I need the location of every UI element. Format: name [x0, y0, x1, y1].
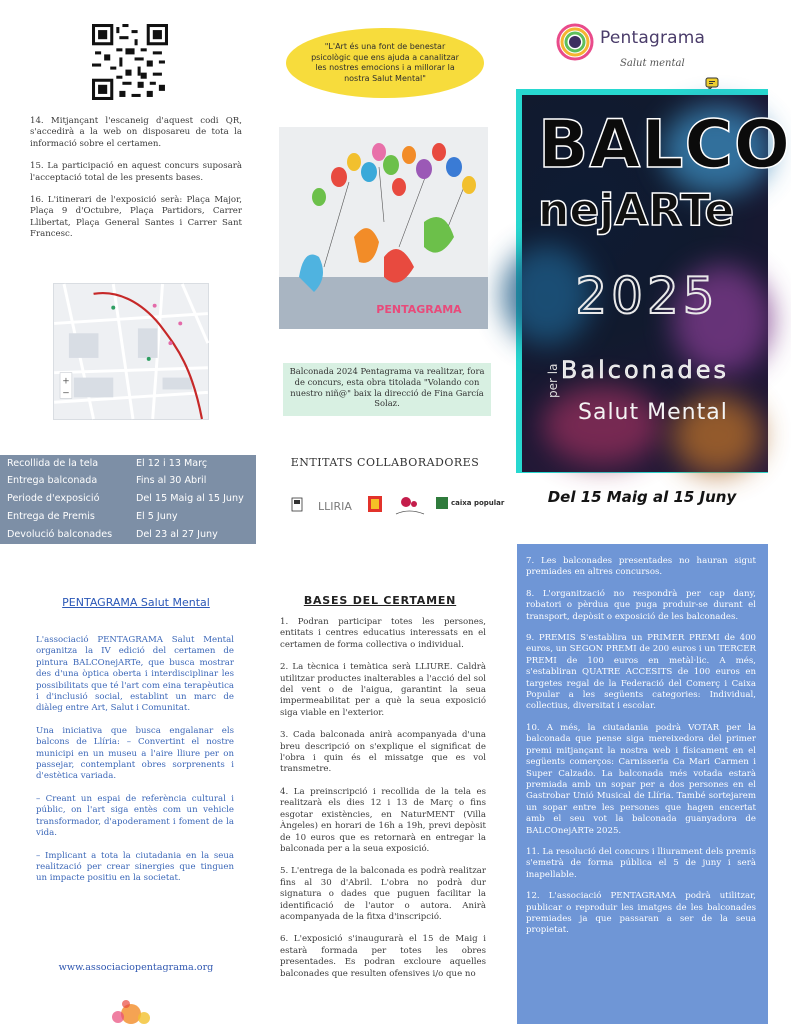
svg-text:−: −: [62, 388, 70, 399]
logo-title: Pentagrama: [600, 28, 706, 48]
poster-year: 2025: [575, 267, 719, 325]
list-item: 12. L'associació PENTAGRAMA podrà utilitzar, publicar o reproduir les imatges de les balconades premiades ja que passaran a ser de la seua propietat.: [526, 891, 756, 936]
list-item: 1. Podran participar totes les persones, entitats i centres educatius interessats en el certamen de forma collectiva o individual.: [280, 617, 486, 650]
qr-code[interactable]: [92, 24, 168, 100]
schedule-value: Del 23 al 27 Juny: [136, 529, 218, 540]
schedule-label: Periode d'exposició: [7, 493, 100, 504]
painting-label: PENTAGRAMA: [376, 303, 462, 316]
schedule-table: [0, 455, 256, 544]
list-item: 15. La participació en aquest concurs suposarà l'acceptació total de les presents bases.: [30, 161, 242, 183]
bases-list: [280, 617, 486, 991]
paragraph: Una iniciativa que busca engalanar els balcons de Llíria: – Convertint el nostre municipi en un museu a l'aire lliure per on passejar, contemplant obres sorprenents i d'estètica variada.: [36, 725, 234, 782]
list-item: 16. L'itinerari de l'exposició serà: Plaça Major, Plaça 9 d'Octubre, Plaça Partidors, Carrer Llibertat, Plaça General Santes i Carrer Sant Francesc.: [30, 195, 242, 240]
pentagrama-section-title[interactable]: PENTAGRAMA Salut Mental: [62, 596, 210, 609]
schedule-value: El 5 Juny: [136, 511, 178, 522]
list-item: 7. Les balconades presentades no hauran sigut premiades en altres concursos.: [526, 556, 756, 578]
list-item: 5. L'entrega de la balconada es podrà realitzar fins al 30 d'Abril. L'obra no podrà dur signatura o dades que puguen facilitar la identificació de l'autor o autora. Anirà acompanyada de la fitxa d'inscripció.: [280, 866, 486, 922]
list-item: 14. Mitjançant l'escaneig d'aquest codi QR, s'accedirà a la web on disposareu de tota la informació sobre el certamen.: [30, 116, 242, 149]
sponsor-lliria: LLIRIA: [318, 500, 352, 513]
table-row: [0, 490, 256, 508]
poster-title-nejarte: nejARTe: [538, 185, 735, 236]
poster-balconades: Balconades: [560, 356, 730, 384]
svg-text:+: +: [62, 376, 70, 387]
list-item: 4. La preinscripció i recollida de la tela es realitzarà els dies 12 i 13 de Març o fins esgotar existències, en NaturMENT (Villa Àngeles) en horari de 16h a 19h, previ depòsit de 10 euros que es retornarà en entregar la balconada per a la seua exposició.: [280, 786, 486, 854]
schedule-value: El 12 i 13 Març: [136, 458, 208, 469]
list-item: 10. A més, la ciutadania podrà VOTAR per la balconada que pense siga mereixedora del primer premi mitjançant la nostra web i físicament en el següents comerços: Carnisseria Ca Mari Carmen i Super Calzado. La balconada més votada estarà premiada amb un sopar per a dos persones en el Gastrobar Unió Musical de Llíria. També sortejarem un sopar entre les persones que hagen encertat amb el seu vot la balconada guanyadora de BALCOnejARTe 2025.: [526, 722, 756, 836]
schedule-label: Recollida de la tela: [7, 458, 99, 469]
schedule-label: Entrega de Premis: [7, 511, 95, 522]
bases-title: BASES DEL CERTAMEN: [303, 594, 457, 607]
sponsor-caixa: caixa popular: [451, 499, 505, 507]
website-link[interactable]: www.associaciopentagrama.org: [58, 962, 214, 973]
list-item: 2. La tècnica i temàtica serà LLIURE. Caldrà utilitzar productes inalterables a l'acció del sol del vent o de l'aigua, garantint la seua impermeabilitat per a què la seua exposició siga viable en l'exterior.: [280, 662, 486, 718]
paint-splash-icon: [96, 992, 166, 1024]
poster-salut-mental: Salut Mental: [578, 400, 728, 425]
table-row: [0, 472, 256, 490]
paragraph: L'associació PENTAGRAMA Salut Mental organitza la IV edició del certamen de pintura BALCOnejARTe, que busca mostrar des d'una òptica oberta i interdisciplinar les possibilitats que té l'art com eina terapèutica i d'inclusió social, establint un marc de diàleg entre Art, Salut i Comunitat.: [36, 635, 234, 714]
dates-range: Del 15 Maig al 15 Juny: [547, 488, 737, 506]
collaborators-title: ENTITATS COLLABORADORES: [290, 456, 480, 469]
paragraph: – Implicant a tota la ciutadania en la seua realització per crear sinergies que tinguen un impacte positiu en la societat.: [36, 850, 234, 884]
list-item: 6. L'exposició s'inaugurarà el 15 de Maig i estarà formada per totes les obres presentades. Es podran excloure aquelles balconades que resulten ofensives i/o que no: [280, 934, 486, 979]
balloon-painting: [279, 127, 488, 329]
left-numbered-items: [30, 116, 242, 252]
list-item: 11. La resolució del concurs i lliurament dels premis s'emetrà de forma pública el 5 de juny i serà inapellable.: [526, 846, 756, 880]
pentagrama-logo-icon: [553, 22, 597, 62]
poster-per-la: per la: [546, 363, 560, 398]
schedule-label: Entrega balconada: [7, 475, 98, 486]
blue-rules-list: [526, 556, 756, 947]
route-map[interactable]: [53, 283, 209, 420]
list-item: 9. PREMIS S'establira un PRIMER PREMI de 400 euros, un SEGON PREMI de 200 euros i un TERCER PREMI de 100 euros en metàl·lic. A més, s'establiran QUATRE ACCESITS de 100 euros en targetes regal de la Federació del Comerç i Caixa Popular a les següents categories: Individual, collectius, diversitat i escolar.: [526, 633, 756, 712]
table-row: [0, 455, 256, 473]
schedule-label: Devolució balconades: [7, 529, 113, 540]
list-item: 8. L'organització no respondrà per cap dany, robatori o pèrdua que puga produir-se durant el transport, depòsit o exposició de les balconades.: [526, 588, 756, 622]
quote-bubble: "L'Art és una font de benestar psicològic que ens ajuda a canalitzar les nostres emocions i a millorar la nostra Salut Mental": [286, 28, 484, 98]
schedule-value: Fins al 30 Abril: [136, 475, 207, 486]
painting-caption: Balconada 2024 Pentagrama va realitzar, fora de concurs, esta obra titolada "Volando con nuestro niñ@" baix la direcció de Fina García Solaz.: [283, 363, 491, 416]
paragraph: – Creant un espai de referència cultural i públic, on l'art siga entès com un vehicle transformador, d'apoderament i foment de la vida.: [36, 793, 234, 839]
pentagrama-section-body: [36, 635, 234, 896]
list-item: 3. Cada balconada anirà acompanyada d'una breu descripció on s'explique el significat de l'obra i quin és el missatge que es vol transmetre.: [280, 730, 486, 775]
poster-title-balco: BALCO: [538, 106, 791, 183]
lliria-shield-icon: [292, 498, 302, 511]
table-row: [0, 526, 256, 544]
sponsor-logos: [284, 490, 505, 522]
table-row: [0, 508, 256, 526]
logo-subtitle: Salut mental: [620, 58, 685, 69]
schedule-value: Del 15 Maig al 15 Juny: [136, 493, 244, 504]
